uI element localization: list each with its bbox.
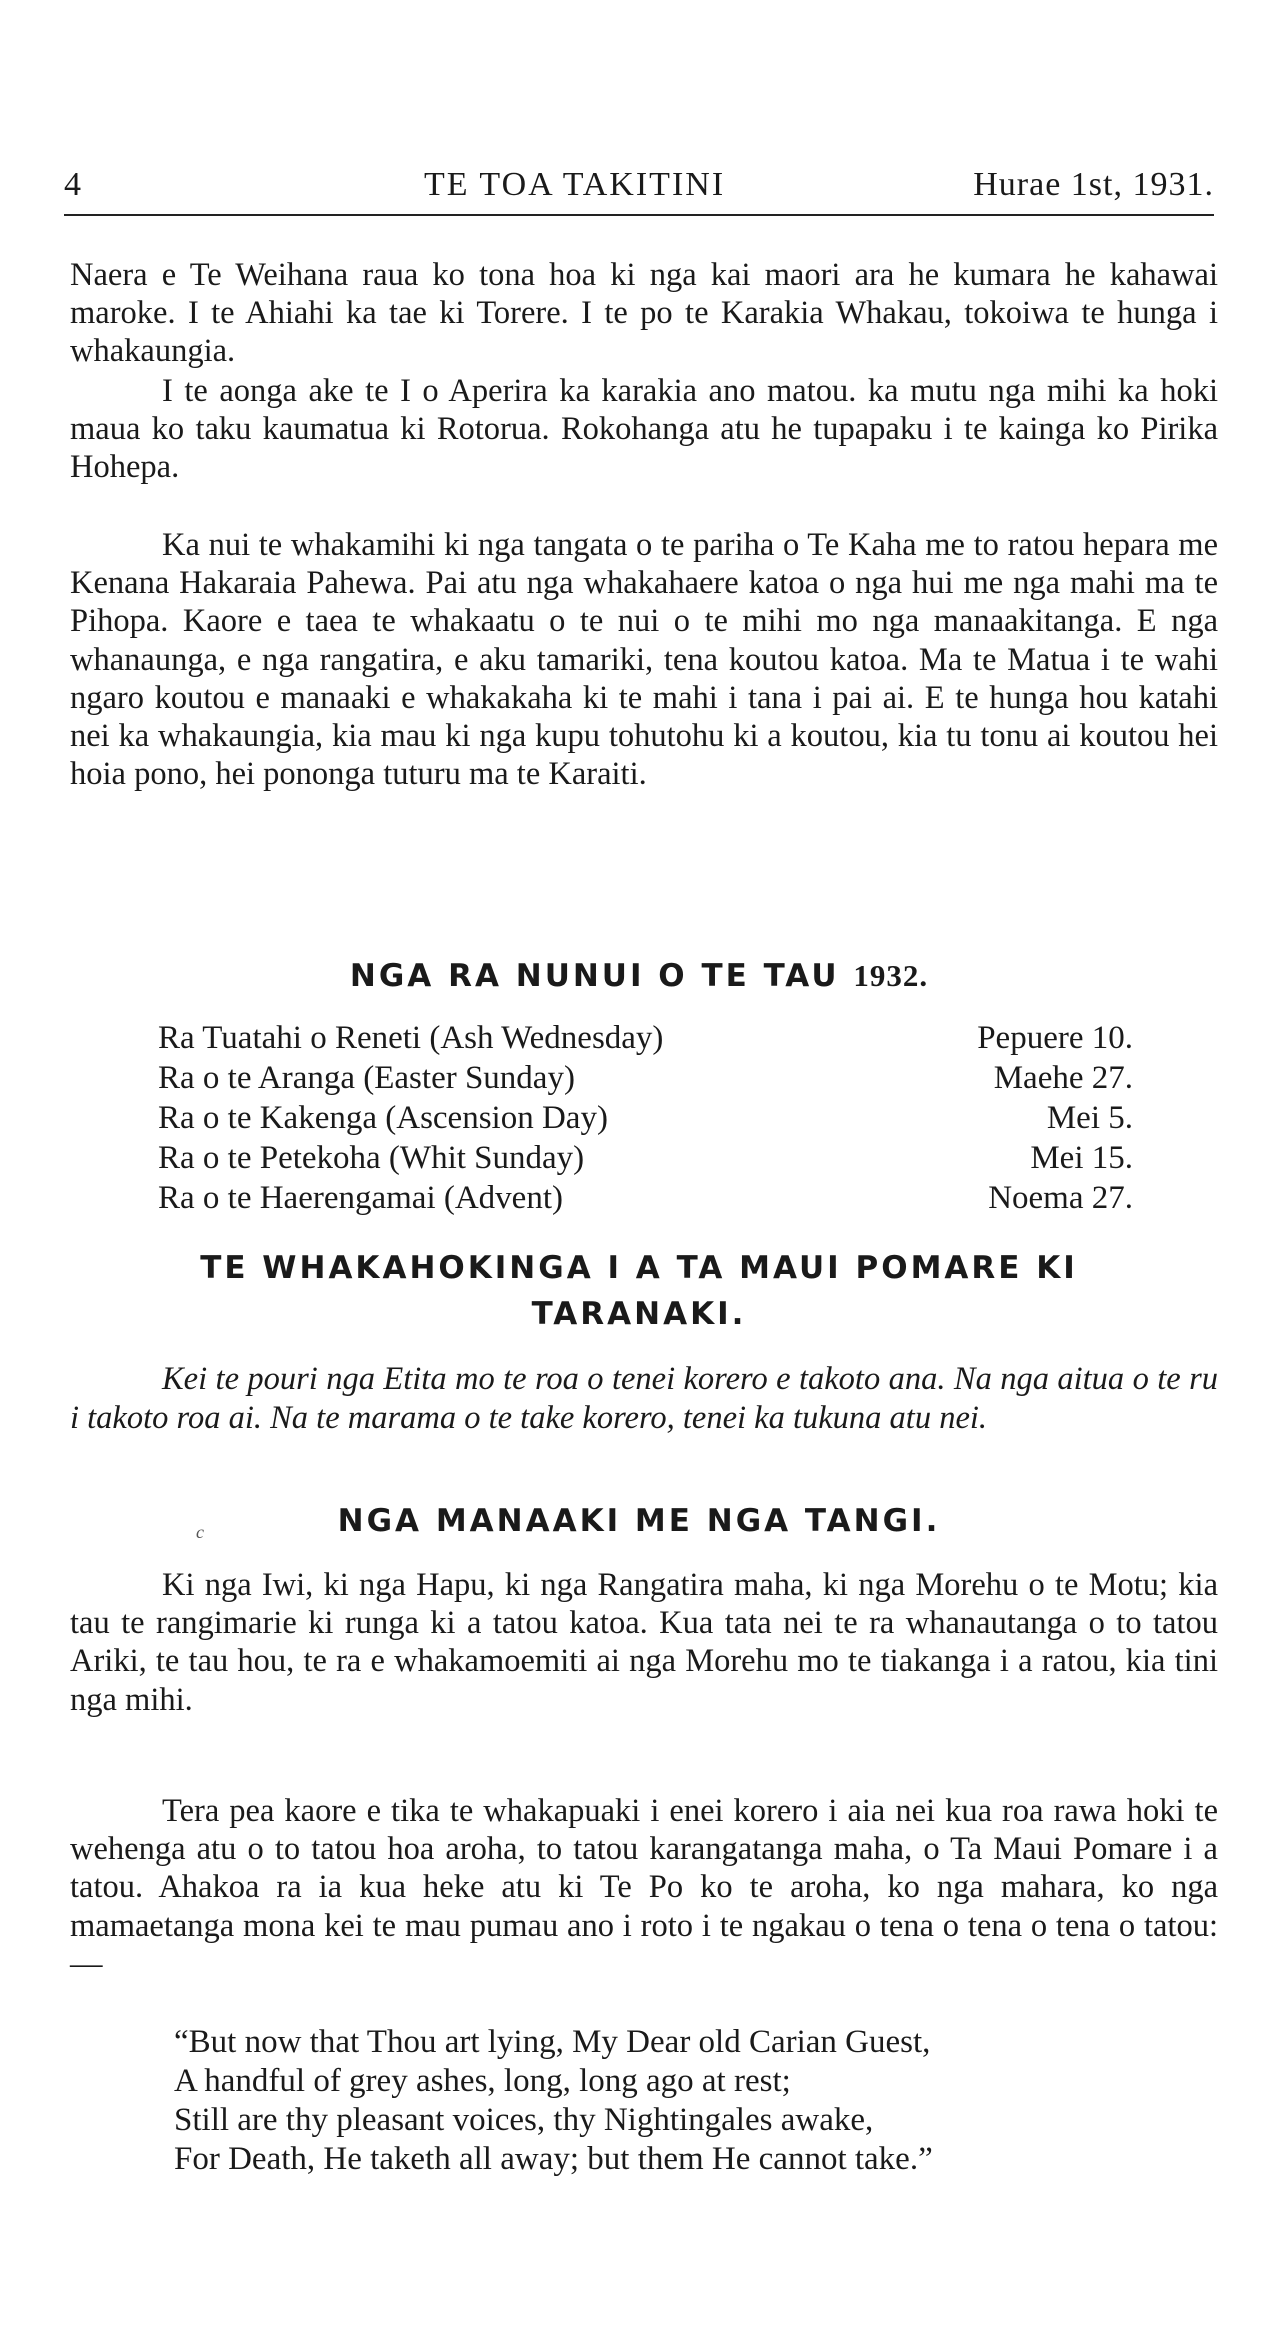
poem-line: For Death, He taketh all away; but them He cannot take.” bbox=[174, 2141, 933, 2177]
pomare-heading-line-1: TE WHAKAHOKINGA I A TA MAUI POMARE KI bbox=[200, 1250, 1078, 1286]
feast-row bbox=[158, 1098, 1133, 1138]
poem-line: A handful of grey ashes, long, long ago at rest; bbox=[174, 2063, 791, 2099]
feast-row bbox=[158, 1178, 1133, 1218]
intro-paragraph-2: I te aonga ake te I o Aperira ka karakia ano matou. ka mutu nga mihi ka hoki maua ko taku kaumatua ki Rotorua. Rokohanga atu he tupapaku i te kainga ko Pirika Hohepa. bbox=[70, 373, 1218, 486]
running-head bbox=[64, 166, 1214, 210]
feast-date: Mei 15. bbox=[1030, 1140, 1133, 1176]
feast-dates-table bbox=[158, 1018, 1133, 1218]
poem-quotation bbox=[174, 2023, 1234, 2179]
feast-row bbox=[158, 1058, 1133, 1098]
poem-line: “But now that Thou art lying, My Dear old Carian Guest, bbox=[174, 2024, 931, 2060]
feast-row bbox=[158, 1018, 1133, 1058]
intro-paragraph-3: Ka nui te whakamihi ki nga tangata o te pariha o Te Kaha me to ratou hepara me Kenana Hakaraia Pahewa. Pai atu nga whakahaere katoa o nga hui me nga mahi ma te Pihopa. Kaore e taea te whakaatu o te nui o te mihi mo nga manaakitanga. E nga whanaunga, e nga rangatira, e aku tamariki, tena koutou katoa. Ma te Matua i te wahi ngaro koutou e manaaki e whakakaha ki te mahi i tana i pai ai. E te hunga hou katahi nei ka whakaungia, kia mau ki nga kupu tohutohu ki a koutou, kia tu tonu ai koutou hei hoia pono, hei ponongа tuturu ma te Karaiti. bbox=[70, 527, 1218, 793]
feast-name: Ra Tuatahi o Reneti (Ash Wednesday) bbox=[158, 1020, 664, 1056]
feast-name: Ra o te Haerengamai (Advent) bbox=[158, 1180, 563, 1216]
feast-date: Maehe 27. bbox=[993, 1060, 1133, 1096]
issue-date: Hurae 1st, 1931. bbox=[973, 166, 1214, 203]
feast-date: Mei 5. bbox=[1046, 1100, 1133, 1136]
tangi-heading: NGA MANAAKI ME NGA TANGI. bbox=[337, 1503, 941, 1539]
intro-paragraph-1: Naera e Te Weihana raua ko tona hoa ki nga kai maori ara he kumara he kahawai maroke. I te Ahiahi ka tae ki Torere. I te po te Karakia Whakau, tokoiwa te hunga i whakaungia. bbox=[70, 257, 1218, 370]
pomare-heading-line-2: TARANAKI. bbox=[531, 1296, 747, 1332]
feast-date: Noema 27. bbox=[988, 1180, 1133, 1216]
feast-name: Ra o te Kakenga (Ascension Day) bbox=[158, 1100, 608, 1136]
feasts-heading bbox=[64, 958, 1214, 994]
feasts-heading-text: NGA RA NUNUI O TE TAU bbox=[349, 958, 840, 994]
pomare-heading bbox=[64, 1245, 1214, 1337]
feast-date: Pepuere 10. bbox=[977, 1020, 1133, 1056]
feast-name: Ra o te Aranga (Easter Sunday) bbox=[158, 1060, 575, 1096]
tangi-paragraph-1: Ki nga Iwi, ki nga Hapu, ki nga Rangatira maha, ki nga Morehu o te Motu; kia tau te rangimarie ki runga ki a tatou katoa. Kua tata nei te ra whanautanga o to tatou Ariki, te tau hou, te ra e whakamoemiti ai nga Morehu mo te tiakanga i a ratou, kia tini nga mihi. bbox=[70, 1567, 1218, 1718]
feast-row bbox=[158, 1138, 1133, 1178]
page-number: 4 bbox=[64, 166, 82, 203]
poem-line: Still are thy pleasant voices, thy Nightingales awake, bbox=[174, 2102, 874, 2138]
header-rule bbox=[64, 214, 1214, 216]
feast-name: Ra o te Petekoha (Whit Sunday) bbox=[158, 1140, 585, 1176]
editors-note: Kei te pouri nga Etita mo te roa o tenei korero e takoto ana. Na nga aitua o te ru i takoto roa ai. Na te marama o te take korero, tenei ka tukuna atu nei. bbox=[70, 1361, 1218, 1436]
stray-print-mark: c bbox=[196, 1522, 204, 1542]
feasts-heading-year: 1932. bbox=[853, 958, 929, 993]
tangi-paragraph-2: Tera pea kaore e tika te whakapuaki i enei korero i aia nei kua roa rawa hoki te wehenga atu o to tatou hoa aroha, to tatou karangatanga maha, o Ta Maui Pomare i a tatou. Ahakoa ra ia kua heke atu ki Te Po ko te aroha, ko nga mahara, ko nga mamaetanga mona kei te mau pumau ano i roto i te ngakau o tena o tena o tena o tatou:— bbox=[70, 1793, 1218, 1982]
publication-title: TE TOA TAKITINI bbox=[424, 166, 726, 203]
